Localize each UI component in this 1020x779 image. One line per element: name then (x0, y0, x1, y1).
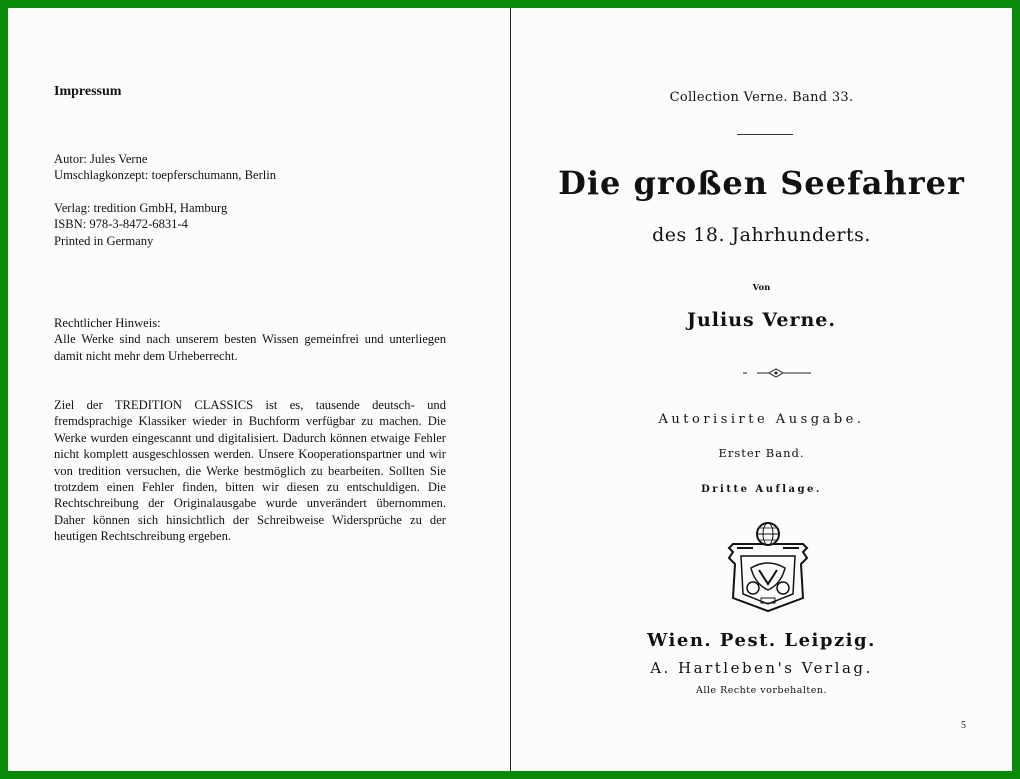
cities-line: Wien. Pest. Leipzig. (647, 630, 876, 651)
legal-block (54, 315, 446, 364)
short-rule (737, 134, 793, 135)
page-number: 5 (961, 720, 966, 731)
rights-line: Alle Rechte vorbehalten. (696, 685, 827, 696)
by-line: Von (752, 283, 771, 293)
cover-credit: Umschlagkonzept: toepferschumann, Berlin (54, 168, 277, 183)
publisher-globe-emblem-icon (723, 518, 813, 614)
legal-text: Alle Werke sind nach unserem besten Wissen gemeinfrei und unterliegen damit nicht mehr dem Urheberrecht. (54, 332, 446, 363)
volume-line: Erster Band. (718, 446, 805, 460)
book-title: Die großen Seefahrer (558, 164, 965, 202)
about-block (54, 397, 446, 545)
title-page (511, 8, 1012, 771)
impressum-title: Impressum (54, 84, 122, 99)
credits-block (54, 151, 446, 184)
legal-heading: Rechtlicher Hinweis: (54, 316, 161, 330)
ornament-divider-icon (739, 366, 813, 380)
publisher-line: Verlag: tredition GmbH, Hamburg (54, 201, 228, 215)
publisher-name: A. Hartleben's Verlag. (650, 659, 873, 677)
printing-line: Dritte Auflage. (701, 484, 822, 495)
book-spread (8, 8, 1012, 771)
publishing-block (54, 200, 446, 249)
series-line: Collection Verne. Band 33. (669, 90, 854, 105)
book-subtitle: des 18. Jahrhunderts. (652, 224, 871, 246)
about-text: Ziel der TREDITION CLASSICS ist es, tausende deutsch- und fremdsprachige Klassiker wieder in Buchform verfügbar zu machen. Die Werke wurden eingescannt und digitalisiert. Dadurch können etwaige Fehler nicht komplett ausgeschlossen werden. Unsere Kooperationspartner und wir von tredition versuchen, die Werke bestmöglich zu bearbeiten. Sollten Sie trotzdem einen Fehler finden, bitten wir diesen zu entschuldigen. Die Rechtschreibung der Originalausgabe wurde unverändert übernommen. Daher können sich hinsichtlich der Schreibweise Widersprüche zu der heutigen Rechtschreibung ergeben. (54, 398, 446, 544)
author-name: Julius Verne. (687, 309, 836, 331)
edition-line: Autorisirte Ausgabe. (658, 412, 865, 427)
isbn-line: ISBN: 978-3-8472-6831-4 (54, 217, 188, 232)
printed-line: Printed in Germany (54, 233, 154, 248)
author-credit: Autor: Jules Verne (54, 152, 148, 166)
